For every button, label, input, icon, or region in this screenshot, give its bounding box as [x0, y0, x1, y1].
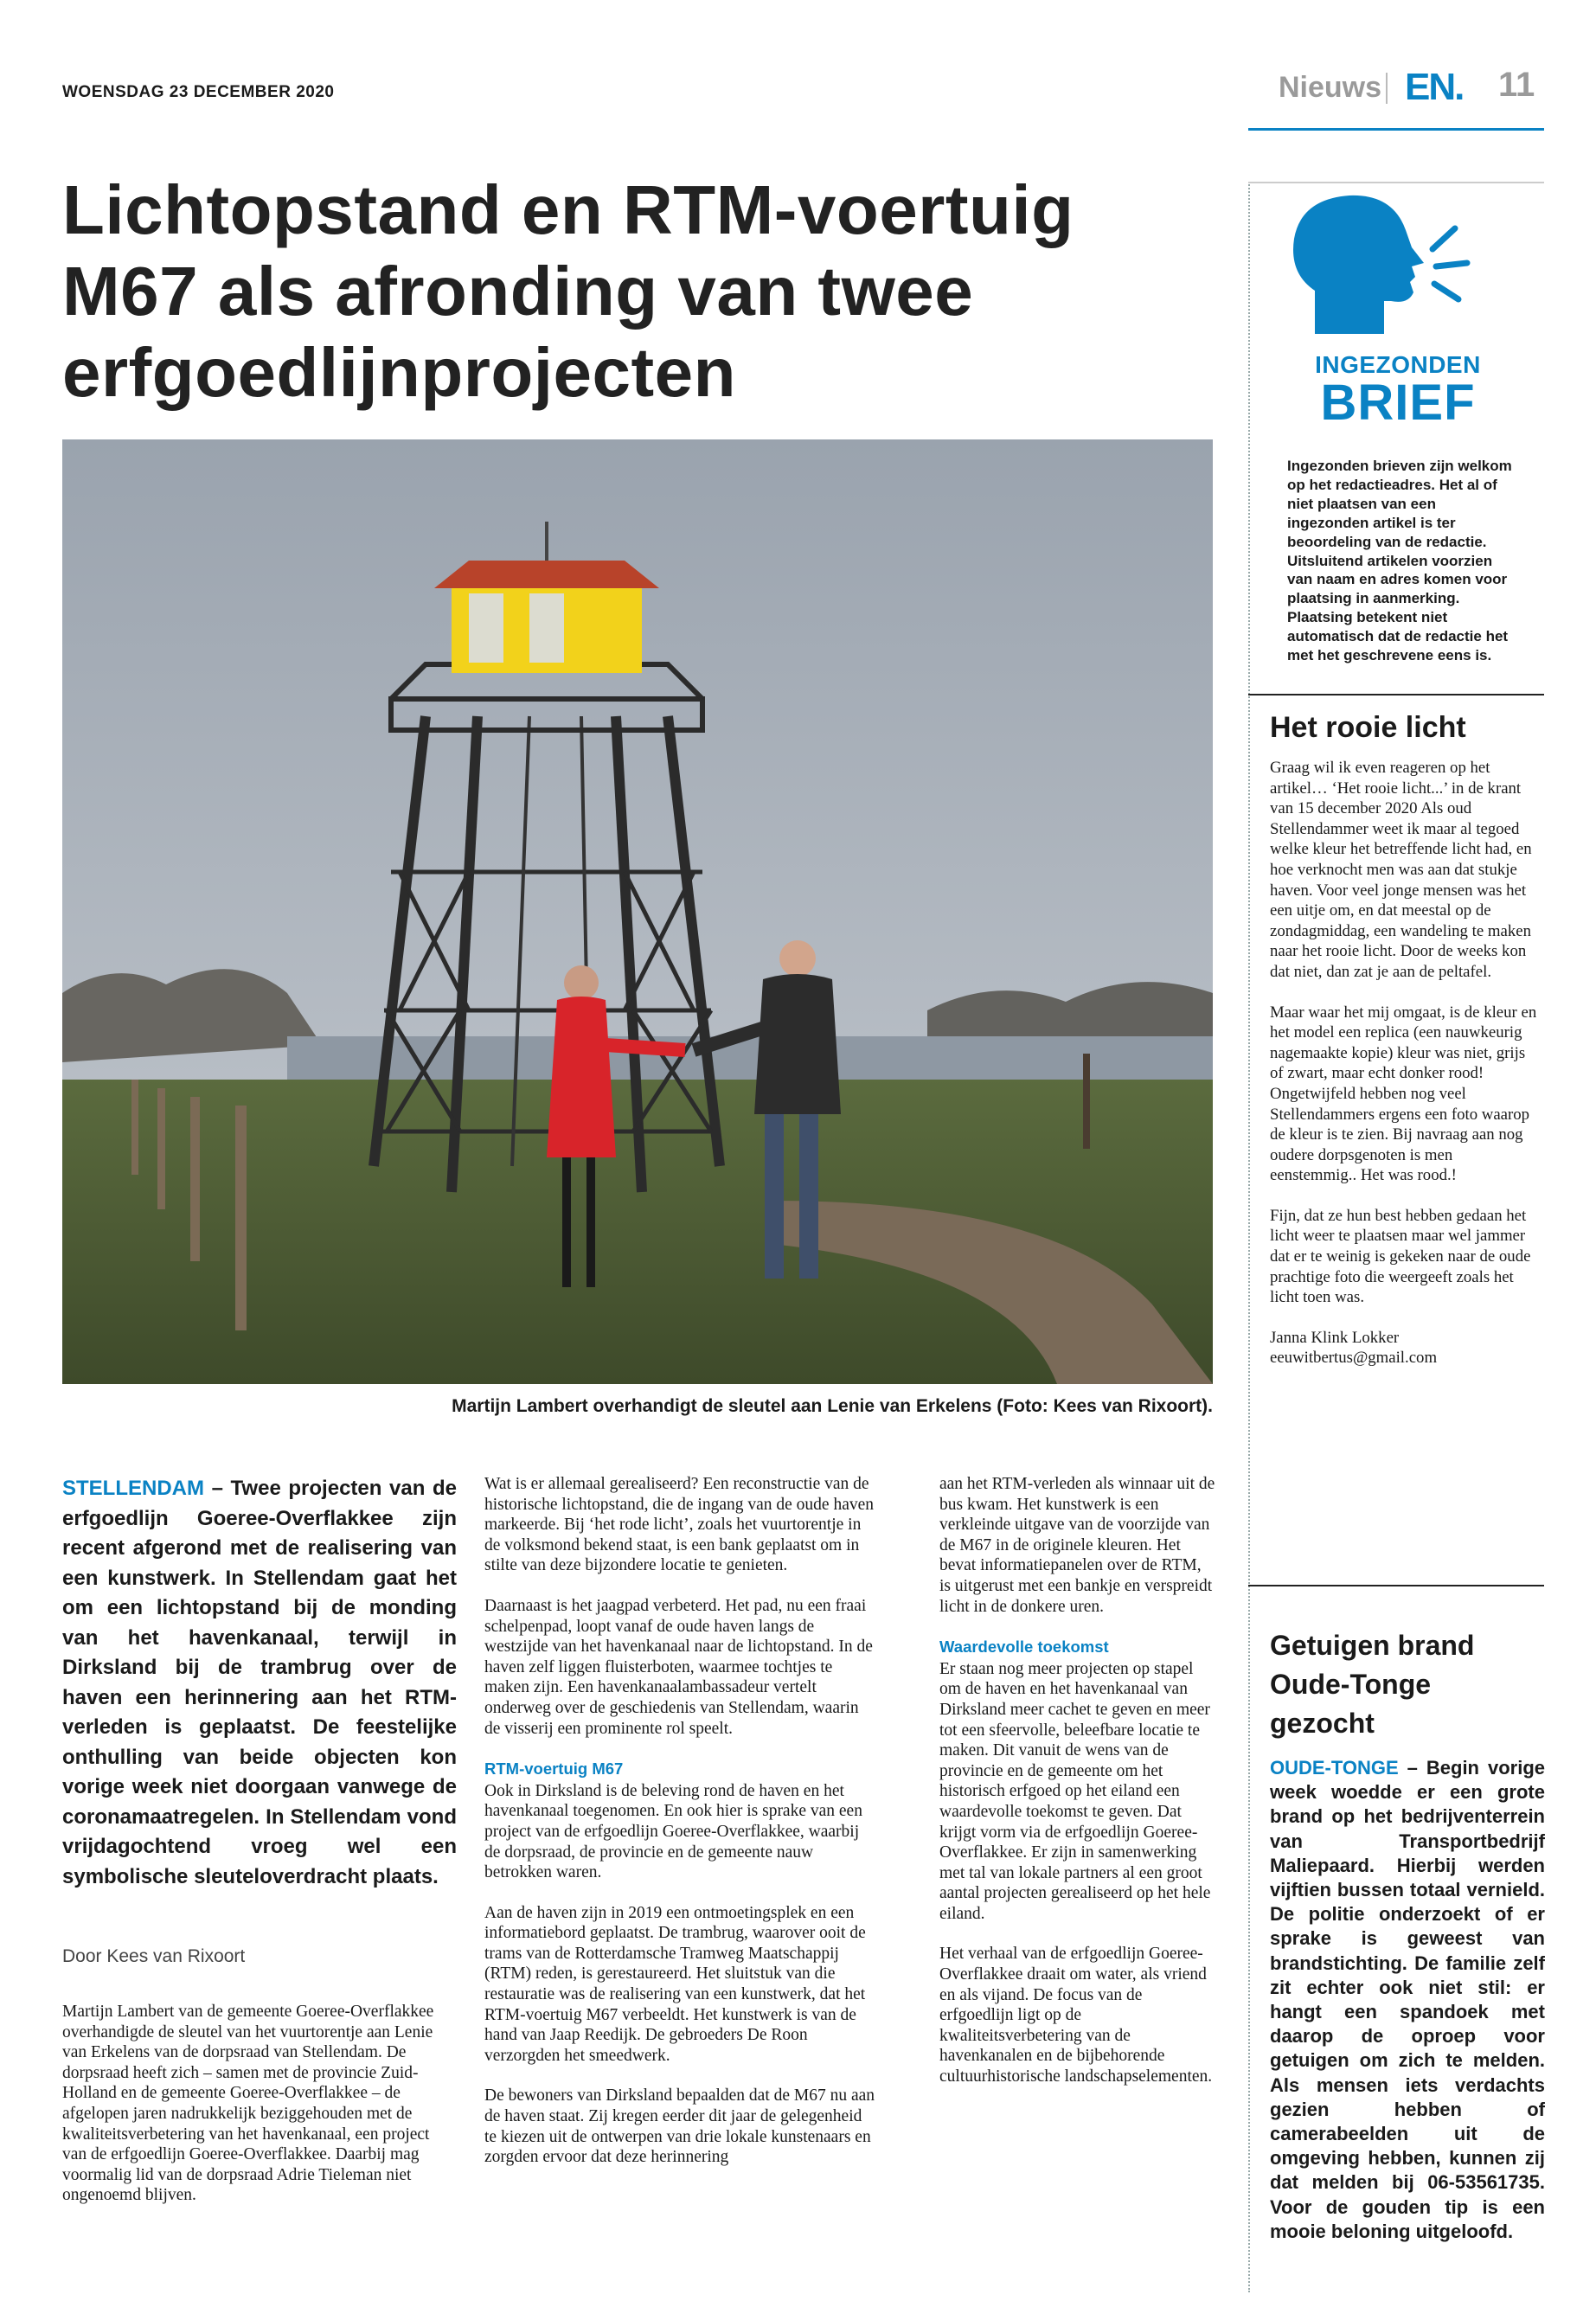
- article-headline: Lichtopstand en RTM-voertuig M67 als afronding van twee erfgoedlijnprojecten: [62, 171, 1074, 411]
- lead-text: – Twee projecten van de erfgoedlijn Goeree-Overflakkee zijn recent afgerond met de realisering van een kunstwerk. In Stellendam gaat het om een lichtopstand bij de monding van het havenkanaal, terwijl in Dirksland bij de trambrug over de haven een herinnering aan het RTM-verleden is geplaatst. De feestelijke onthulling van beide objecten kon vorige week niet doorgaan vanwege de coronamaatregelen. In Stellendam vond vrijdagochtend vroeg wel een symbolische sleuteloverdracht plaats.: [62, 1477, 457, 1888]
- paragraph: Het verhaal van de erfgoedlijn Goeree-Overflakkee draait om water, als vriend en als vijand. De focus van de erfgoedlijn ligt op de kwaliteitsverbetering van de havenkanalen en de bijbehorende cultuurhistorische landschapselementen.: [939, 1945, 1213, 2086]
- article-byline: Door Kees van Rixoort: [62, 1946, 246, 1966]
- brief-notice: Ingezonden brieven zijn welkom op het redactieadres. Het al of niet plaatsen van een ingezonden artikel is ter beoordeling van de redactie. Uitsluitend artikelen voorzien van naam en adres komen voor plaatsing in aanmerking. Plaatsing betekent niet automatisch dat de redactie het met het geschrevene eens is.: [1287, 458, 1512, 664]
- brief-label-bottom: BRIEF: [1320, 375, 1476, 431]
- article-column-2: [484, 1474, 875, 2188]
- paragraph: Maar waar het mij omgaat, is de kleur en het model een replica (een nauwkeurig nagemaakte kopie) kleur was niet, grijs of zwart, maar echt donker rood! Ongetwijfeld hebben nog veel Stellendammers ergens een foto waarop de kleur is te zien. Bij navraag aan nog oudere dorpsgenoten is men eenstemmig.. Het was rood.!: [1270, 1003, 1537, 1185]
- sidebar-rule: [1248, 1585, 1544, 1586]
- paragraph: Daarnaast is het jaagpad verbeterd. Het pad, nu een fraai schelpenpad, loopt vanaf de oude haven langs de westzijde van het havenkanaal naar de lichtopstand. In de haven zelf liggen fluisterboten, waarmee tochtjes te maken zijn. Een havenkanaalambassadeur vertelt onderweg over de geschiedenis van Stellendam, waarin de visserij een prominente rol speelt.: [484, 1596, 873, 1738]
- article-lead: [62, 1474, 457, 1892]
- news-brief-body: [1270, 1756, 1545, 2244]
- subheading-toekomst: Waardevolle toekomst: [939, 1638, 1109, 1657]
- news-brief-dateline: OUDE-TONGE: [1270, 1757, 1399, 1779]
- brief-label-top: INGEZONDEN: [1315, 351, 1481, 378]
- header-rule: [1248, 128, 1544, 131]
- photo-caption: Martijn Lambert overhandigt de sleutel aan Lenie van Erkelens (Foto: Kees van Rixoort).: [452, 1396, 1213, 1416]
- letter-signature-name: Janna Klink Lokker: [1270, 1328, 1400, 1347]
- paragraph: aan het RTM-verleden als winnaar uit de bus kwam. Het kunstwerk is een verkleinde uitgave van de voorzijde van de M67 in de originele kleuren. Het bevat informatiepanelen over de RTM, is uitgerust met een bankje en verspreidt licht in de donkere uren.: [939, 1475, 1215, 1616]
- article-column-3: [939, 1474, 1216, 2107]
- paragraph: Ook in Dirksland is de beleving rond de haven en het havenkanaal toegenomen. En ook hier is sprake van een project van de erfgoedlijn Goeree-Overflakkee, waarbij de dorpsraad, de provincie en de gemeente nauw betrokken waren.: [484, 1781, 862, 1882]
- paragraph: Martijn Lambert van de gemeente Goeree-Overflakkee overhandigde de sleutel van het vuurtorentje aan Lenie van Erkelens van de dorpsraad van Stellendam. De dorpsraad heeft zich – samen met de provincie Zuid-Holland en de gemeente Goeree-Overflakkee – de afgelopen jaren nadrukkelijk beziggehouden met de kwaliteitsverbetering van het havenkanaal, een project van de erfgoedlijn Goeree-Overflakkee. Daarbij mag voormalig lid van de dorpsraad Adrie Tieleman niet ongenoemd blijven.: [62, 2003, 434, 2205]
- lighthouse-photo: [62, 439, 1213, 1384]
- lead-dateline: STELLENDAM: [62, 1477, 204, 1500]
- paragraph: Wat is er allemaal gerealiseerd? Een reconstructie van de historische lichtopstand, die de ingang van de oude haven markeerde. Bij ‘het rode licht’, zoals het vuurtorentje in de volksmond bekend staat, is een bank geplaatst om in stilte van deze bijzondere locatie te genieten.: [484, 1475, 875, 1575]
- paragraph: Aan de haven zijn in 2019 een ontmoetingsplek en een informatiebord geplaatst. De trambrug, waarover ooit de trams van de Rotterdamsche Tramweg Maatschappij (RTM) reden, is gerestaureerd. Het sluitstuk van die restauratie was de realisering van een kunstwerk, dat het RTM-voertuig M67 verbeeldt. Het kunstwerk is van de hand van Jaap Reedijk. De gebroeders De Roon verzorgden het smeedwerk.: [484, 1903, 866, 2065]
- letter-title: Het rooie licht: [1270, 711, 1466, 744]
- page-number: 11: [1498, 66, 1535, 104]
- letter-signature-email: eeuwitbertus@gmail.com: [1270, 1349, 1438, 1368]
- newspaper-logo: EN.: [1405, 66, 1464, 108]
- news-brief-text: – Begin vorige week woedde er een grote brand op het bedrijventerrein van Transportbedrijf Maliepaard. Hierbij werden vijftien bussen totaal vernield. De politie onderzoekt of er sprake is geweest van brandstichting. De familie zelf zit echter ook niet stil: er hangt een spandoek met daarop de oproep voor getuigen om zich te melden. Als mensen iets verdachts gezien hebben of camerabeelden uit de omgeving hebben, kunnen zij dat melden bij 06-53561735. Voor de gouden tip is een mooie beloning uitgeloofd.: [1270, 1757, 1545, 2242]
- sidebar-top-rule: [1248, 182, 1544, 183]
- column-divider: [1248, 182, 1250, 2292]
- paragraph: Graag wil ik even reageren op het artikel… ‘Het rooie licht...’ in de krant van 15 december 2020 Als oud Stellendammer weet ik maar al tegoed welke kleur het betreffende licht had, en hoe verknocht men was aan dat stukje haven. Voor veel jonge mensen was het een uitje om, en dat meestal op de zondagmiddag, een wandeling te maken naar het rooie licht. Door de weeks kon dat niet, dan zat je aan de peltafel.: [1270, 759, 1532, 981]
- news-brief-title: Getuigen brand Oude-Tonge gezocht: [1270, 1630, 1475, 1739]
- paragraph: De bewoners van Dirksland bepaalden dat de M67 nu aan de haven staat. Zij kregen eerder dit jaar de gelegenheid te kiezen uit de ontwerpen van drie lokale kunstenaars en zorgden ervoor dat deze herinnering: [484, 2086, 875, 2167]
- paragraph: Er staan nog meer projecten op stapel om de haven en het havenkanaal van Dirksland meer cachet te geven en meer tot een sfeervolle, beleefbare locatie te maken. Dit vanuit de wens van de provincie en de gemeente om het historisch erfgoed op het eiland een waardevolle toekomst te geven. Dat krijgt vorm via de erfgoedlijn Goeree-Overflakkee. Er zijn in samenwerking met tal van lokale partners al een groot aantal projecten gerealiseerd op het hele eiland.: [939, 1659, 1211, 1923]
- sidebar-rule: [1248, 694, 1544, 695]
- issue-date: WOENSDAG 23 DECEMBER 2020: [62, 83, 335, 101]
- paragraph: Fijn, dat ze hun best hebben gedaan het licht weer te plaatsen maar wel jammer dat er te weinig is gekeken naar de oude prachtige foto die weergeeft zoals het licht toen was.: [1270, 1206, 1531, 1307]
- article-photo: [62, 439, 1213, 1384]
- header-divider: [1386, 73, 1388, 104]
- speaking-head-icon: [1263, 187, 1531, 351]
- letter-body: [1270, 758, 1538, 1368]
- article-column-1: [62, 2002, 443, 2226]
- subheading-rtm: RTM-voertuig M67: [484, 1759, 624, 1779]
- section-label: Nieuws: [1279, 71, 1382, 104]
